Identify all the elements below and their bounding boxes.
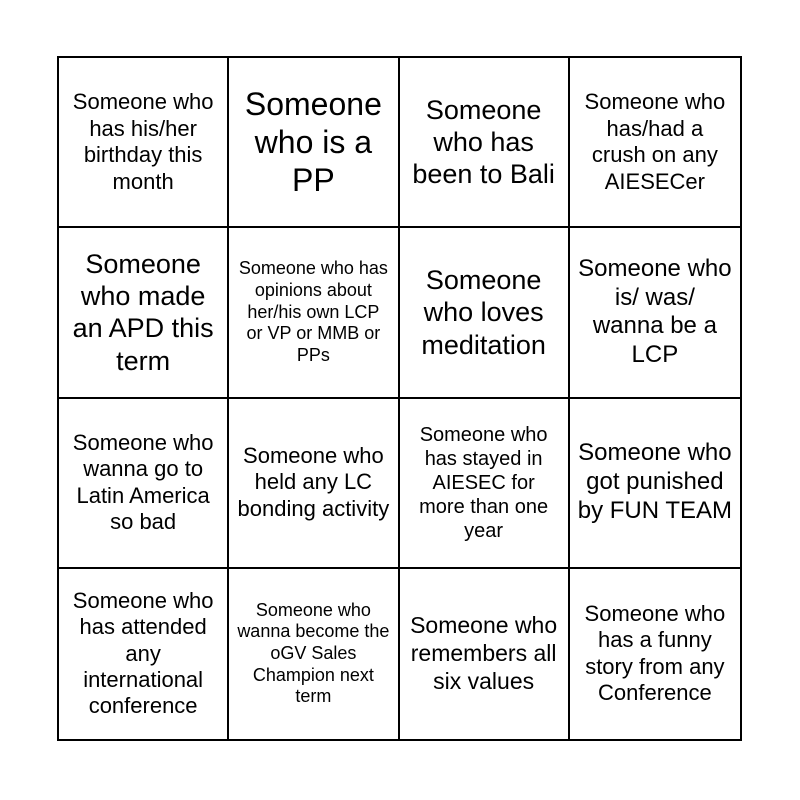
- cell-text: Someone who is/ was/ wanna be a LCP: [578, 254, 732, 369]
- bingo-cell[interactable]: [229, 58, 399, 228]
- cell-text: Someone who loves meditation: [421, 264, 546, 360]
- bingo-board: [57, 56, 742, 741]
- cell-text: Someone who has a funny story from any Conference: [584, 601, 726, 706]
- bingo-cell[interactable]: [570, 228, 740, 398]
- cell-text: Someone who got punished by FUN TEAM: [577, 439, 732, 525]
- cell-text: Someone who remembers all six values: [410, 612, 558, 694]
- cell-text: Someone who has/had a crush on any AIESECer: [584, 89, 726, 194]
- bingo-cell[interactable]: [229, 228, 399, 398]
- cell-text: Someone who held any LC bonding activity: [237, 443, 390, 521]
- bingo-cell[interactable]: [59, 228, 229, 398]
- bingo-cell[interactable]: [570, 399, 740, 569]
- bingo-cell[interactable]: [229, 399, 399, 569]
- bingo-cell[interactable]: [400, 58, 570, 228]
- cell-text: Someone who wanna become the oGV Sales Champion next term: [237, 599, 390, 707]
- cell-text: Someone who has his/her birthday this month: [72, 89, 214, 194]
- cell-text: Someone who wanna go to Latin America so bad: [72, 429, 214, 535]
- cell-text: Someone who has been to Bali: [412, 94, 555, 190]
- bingo-cell[interactable]: [59, 569, 229, 739]
- cell-text: Someone who made an APD this term: [72, 248, 214, 376]
- cell-text: Someone who has attended any international conference: [72, 587, 214, 719]
- bingo-cell[interactable]: [570, 569, 740, 739]
- bingo-cell[interactable]: [400, 399, 570, 569]
- bingo-cell[interactable]: [229, 569, 399, 739]
- bingo-cell[interactable]: [59, 399, 229, 569]
- bingo-cell[interactable]: [400, 228, 570, 398]
- cell-text: Someone who has opinions about her/his own LCP or VP or MMB or PPs: [238, 258, 388, 365]
- bingo-cell[interactable]: [570, 58, 740, 228]
- cell-text: Someone who has stayed in AIESEC for more than one year: [419, 423, 549, 542]
- cell-text: Someone who is a PP: [244, 85, 382, 199]
- bingo-cell[interactable]: [59, 58, 229, 228]
- bingo-cell[interactable]: [400, 569, 570, 739]
